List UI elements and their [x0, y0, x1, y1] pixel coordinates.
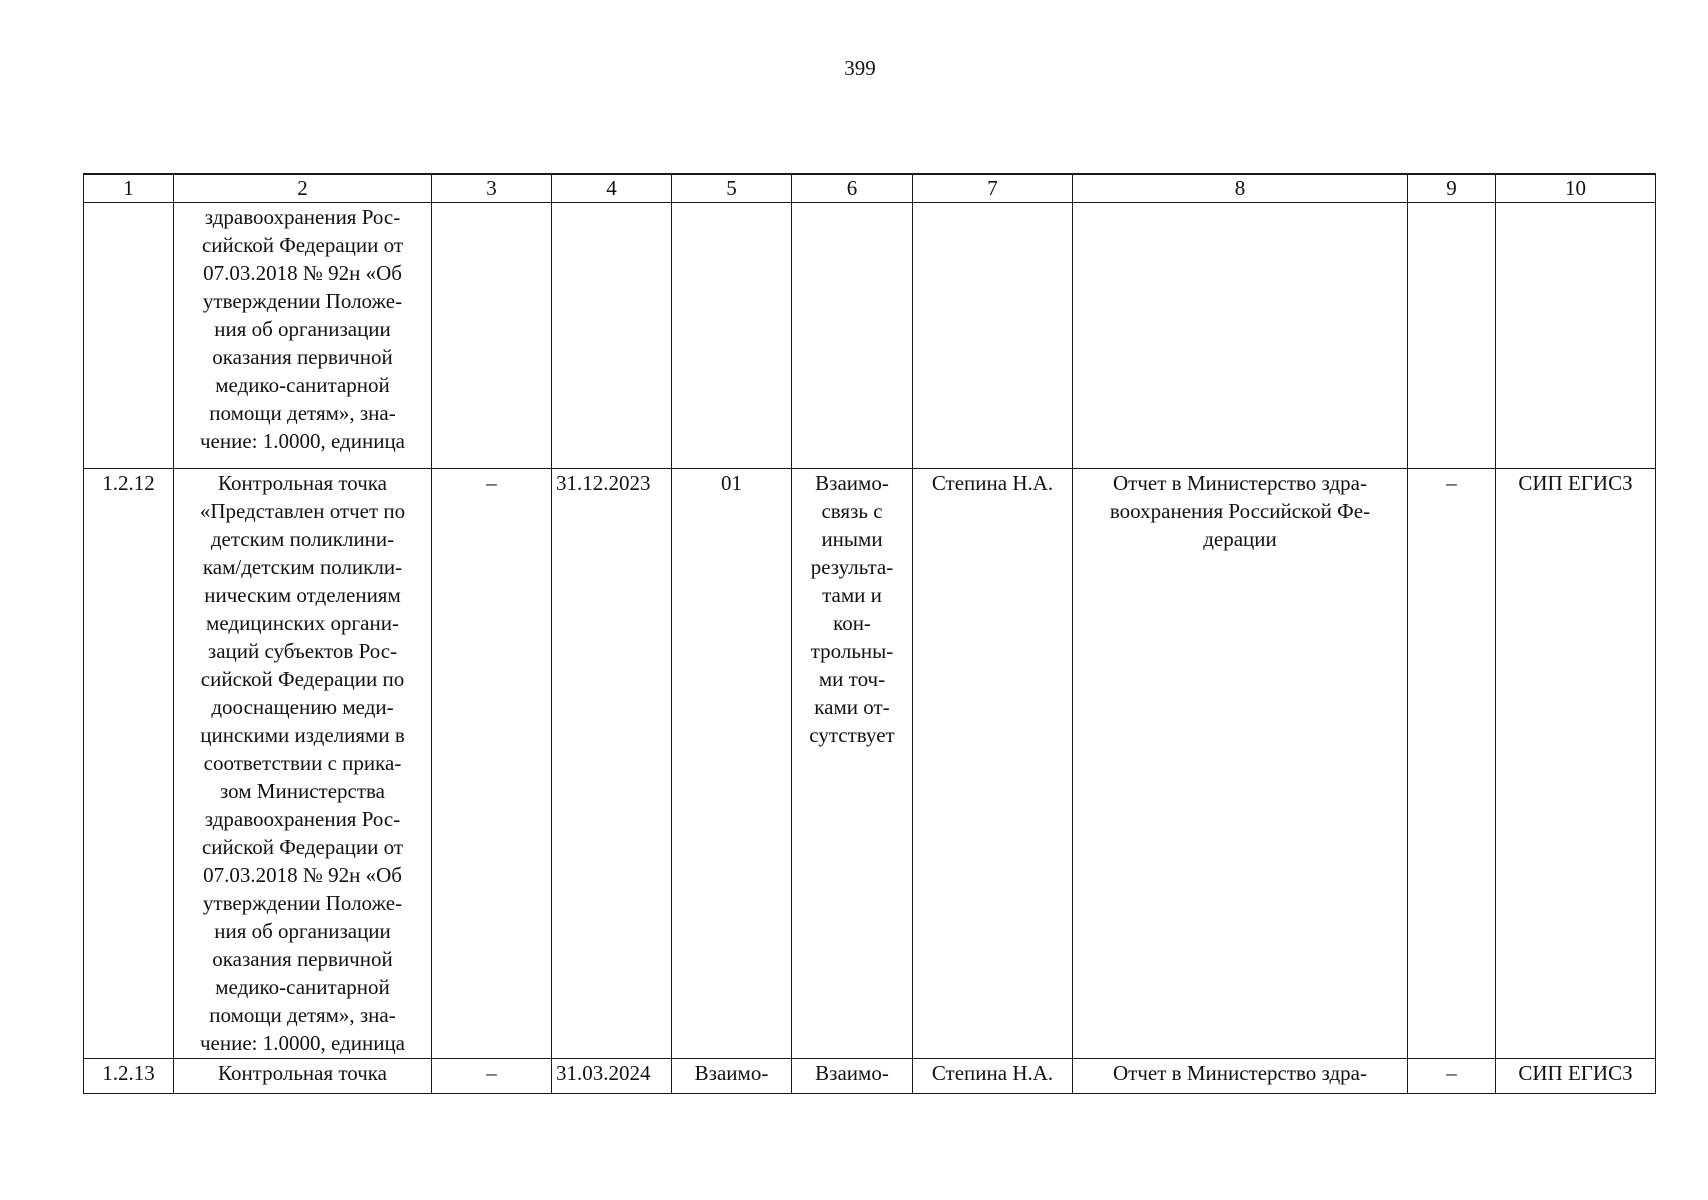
header-row: [84, 174, 1656, 203]
cell-name: [174, 203, 432, 469]
column-header-4: 4: [552, 174, 672, 203]
cell-col9: –: [1408, 469, 1496, 1059]
cell-document: [1073, 203, 1408, 469]
cell-date: [552, 203, 672, 469]
cell-date: 31.03.2024: [552, 1059, 672, 1094]
column-header-6: 6: [792, 174, 913, 203]
cell-col5: 01: [672, 469, 792, 1059]
column-header-7: 7: [913, 174, 1073, 203]
cell-responsible: Степина Н.А.: [913, 1059, 1073, 1094]
cell-relation: [792, 469, 913, 1059]
column-header-10: 10: [1496, 174, 1656, 203]
column-header-5: 5: [672, 174, 792, 203]
cell-name-text: Контрольная точка «Представлен отчет по детским поликлини- кам/детским поликли- ническим отделениям медицинских органи- заций субъектов Рос- сийской Федерации по дооснащению меди- цинскими изделиями в соответствии с прика- зом Министерства здравоохранения Рос- сийской Федерации от 07.03.2018 № 92н «Об утверждении Положе- ния об организации оказания первичной медико-санитарной помощи детям», зна- чение: 1.0000, единица: [199, 471, 406, 1055]
column-header-2: 2: [174, 174, 432, 203]
cell-date: 31.12.2023: [552, 469, 672, 1059]
cell-document-text: Отчет в Министерство здра- воохранения Российской Фе- дерации: [1109, 471, 1371, 551]
table-row: [84, 203, 1656, 469]
cell-responsible: [913, 203, 1073, 469]
column-header-8: 8: [1073, 174, 1408, 203]
cell-relation: Взаимо-: [792, 1059, 913, 1094]
cell-name: [174, 1059, 432, 1094]
cell-col5: Взаимо-: [672, 1059, 792, 1094]
cell-document: [1073, 469, 1408, 1059]
cell-document: Отчет в Министерство здра-: [1073, 1059, 1408, 1094]
cell-system: [1496, 203, 1656, 469]
column-header-9: 9: [1408, 174, 1496, 203]
column-header-1: 1: [84, 174, 174, 203]
page-number: 399: [844, 56, 876, 80]
cell-number: [84, 203, 174, 469]
cell-col5: [672, 203, 792, 469]
table-row: [84, 1059, 1656, 1094]
cell-col9: –: [1408, 1059, 1496, 1094]
cell-number: 1.2.12: [84, 469, 174, 1059]
plan-table: [83, 173, 1656, 1094]
column-header-3: 3: [432, 174, 552, 203]
cell-relation-text: Взаимо- связь с иными результа- тами и кон- трольны- ми точ- ками от- сутствует: [809, 471, 895, 747]
cell-name-text: Контрольная точка: [217, 1061, 387, 1085]
cell-responsible: Степина Н.А.: [913, 469, 1073, 1059]
cell-number: 1.2.13: [84, 1059, 174, 1094]
cell-system: СИП ЕГИСЗ: [1496, 469, 1656, 1059]
cell-system: СИП ЕГИСЗ: [1496, 1059, 1656, 1094]
table-row: [84, 469, 1656, 1059]
cell-relation: [792, 203, 913, 469]
cell-col9: [1408, 203, 1496, 469]
cell-name: [174, 469, 432, 1059]
cell-name-text: здравоохранения Рос- сийской Федерации от 07.03.2018 № 92н «Об утверждении Положе- ния об организации оказания первичной медико-санитарной помощи детям», зна- чение: 1.0000, единица: [199, 205, 406, 453]
cell-col3: –: [432, 1059, 552, 1094]
cell-col3: –: [432, 469, 552, 1059]
cell-col3: [432, 203, 552, 469]
